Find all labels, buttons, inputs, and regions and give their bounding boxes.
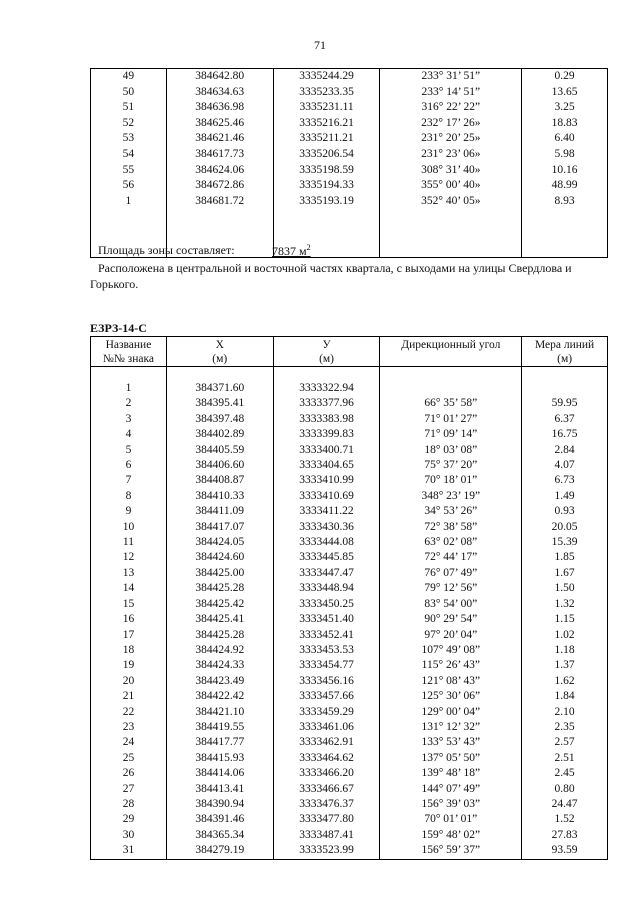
cell-angle: 139° 48’ 18” (380, 766, 522, 781)
cell-x: 384413.41 (166, 782, 273, 797)
table-row (91, 705, 608, 720)
cell-y: 3333456.16 (273, 674, 380, 689)
cell-y: 3335244.29 (273, 69, 380, 85)
cell-length: 2.57 (522, 735, 608, 750)
table-row (91, 458, 608, 473)
cell-x: 384425.42 (166, 597, 273, 612)
zone-coordinates-table (90, 336, 608, 860)
cell-number: 27 (91, 782, 167, 797)
cell-x: 384411.09 (166, 504, 273, 519)
cell-x: 384672.86 (166, 178, 273, 194)
cell-y: 3335231.11 (273, 100, 380, 116)
cell-x: 384425.28 (166, 581, 273, 596)
cell-y: 3333477.80 (273, 812, 380, 827)
cell-x: 384424.33 (166, 658, 273, 673)
table-row (91, 735, 608, 750)
cell-x: 384417.77 (166, 735, 273, 750)
cell-y: 3333444.08 (273, 535, 380, 550)
cell-angle: 66° 35’ 58” (380, 396, 522, 411)
cell-angle: 125° 30’ 06” (380, 689, 522, 704)
cell-y: 3333399.83 (273, 427, 380, 442)
cell-x: 384402.89 (166, 427, 273, 442)
cell-angle: 90° 29’ 54” (380, 612, 522, 627)
cell-x: 384408.87 (166, 473, 273, 488)
cell-angle: 348° 23’ 19” (380, 489, 522, 504)
cell-y: 3333451.40 (273, 612, 380, 627)
table-header-row (91, 337, 608, 367)
table-row (91, 520, 608, 535)
cell-number: 2 (91, 396, 167, 411)
table-row (91, 535, 608, 550)
table-row (91, 566, 608, 581)
blank-cell (380, 367, 522, 382)
cell-number: 29 (91, 812, 167, 827)
cell-y: 3333400.71 (273, 443, 380, 458)
table-row (91, 581, 608, 596)
cell-angle: 156° 39’ 03” (380, 797, 522, 812)
cell-number: 1 (91, 381, 167, 396)
cell-angle: 131° 12’ 32” (380, 720, 522, 735)
table-row (91, 427, 608, 442)
cell-number: 7 (91, 473, 167, 488)
cell-number: 21 (91, 689, 167, 704)
cell-number: 51 (91, 100, 167, 116)
cell-y: 3333411.22 (273, 504, 380, 519)
table-row (91, 194, 608, 210)
cell-length: 2.35 (522, 720, 608, 735)
table-row (91, 489, 608, 504)
cell-y: 3333453.53 (273, 643, 380, 658)
cell-length: 24.47 (522, 797, 608, 812)
table-row (91, 797, 608, 812)
cell-number: 53 (91, 131, 167, 147)
cell-angle: 76° 07’ 49” (380, 566, 522, 581)
table-row (91, 751, 608, 766)
cell-number: 3 (91, 412, 167, 427)
cell-angle: 70° 18’ 01” (380, 473, 522, 488)
cell-length: 2.84 (522, 443, 608, 458)
cell-x: 384424.60 (166, 550, 273, 565)
cell-x: 384422.42 (166, 689, 273, 704)
table-row (91, 69, 608, 85)
cell-length: 2.45 (522, 766, 608, 781)
cell-y: 3333464.62 (273, 751, 380, 766)
blank-cell (380, 209, 522, 258)
area-line (98, 243, 311, 258)
cell-number: 23 (91, 720, 167, 735)
cell-length: 1.32 (522, 597, 608, 612)
cell-length: 3.25 (522, 100, 608, 116)
cell-number: 9 (91, 504, 167, 519)
cell-angle: 71° 01’ 27” (380, 412, 522, 427)
cell-length: 6.37 (522, 412, 608, 427)
cell-number: 4 (91, 427, 167, 442)
cell-length: 48.99 (522, 178, 608, 194)
cell-y: 3333450.25 (273, 597, 380, 612)
cell-number: 55 (91, 163, 167, 179)
table-row (91, 720, 608, 735)
cell-angle: 355° 00’ 40» (380, 178, 522, 194)
zone-title: ЕЗРЗ-14-С (90, 321, 147, 335)
blank-cell (91, 367, 167, 382)
table-row (91, 473, 608, 488)
cell-number: 6 (91, 458, 167, 473)
cell-angle: 107° 49’ 08” (380, 643, 522, 658)
cell-length: 10.16 (522, 163, 608, 179)
cell-y: 3333383.98 (273, 412, 380, 427)
cell-angle: 133° 53’ 43” (380, 735, 522, 750)
table-row (91, 658, 608, 673)
cell-angle: 159° 48’ 02” (380, 828, 522, 843)
cell-x: 384279.19 (166, 843, 273, 859)
cell-number: 30 (91, 828, 167, 843)
cell-number: 5 (91, 443, 167, 458)
cell-number: 50 (91, 85, 167, 101)
cell-length: 2.51 (522, 751, 608, 766)
header-angle: Дирекционный угол (380, 337, 522, 367)
cell-length: 1.85 (522, 550, 608, 565)
cell-angle: 121° 08’ 43” (380, 674, 522, 689)
cell-x: 384625.46 (166, 116, 273, 132)
cell-x: 384617.73 (166, 147, 273, 163)
table-row (91, 612, 608, 627)
cell-y: 3335198.59 (273, 163, 380, 179)
cell-length: 0.93 (522, 504, 608, 519)
cell-x: 384371.60 (166, 381, 273, 396)
cell-x: 384634.63 (166, 85, 273, 101)
cell-number: 17 (91, 628, 167, 643)
cell-angle: 232° 17’ 26» (380, 116, 522, 132)
cell-number: 16 (91, 612, 167, 627)
table-row (91, 782, 608, 797)
cell-y: 3333454.77 (273, 658, 380, 673)
cell-y: 3333459.29 (273, 705, 380, 720)
cell-number: 54 (91, 147, 167, 163)
cell-number: 24 (91, 735, 167, 750)
table-row (91, 643, 608, 658)
cell-length: 59.95 (522, 396, 608, 411)
blank-cell (522, 209, 608, 258)
table-row (91, 843, 608, 859)
cell-length: 0.80 (522, 782, 608, 797)
cell-x: 384415.93 (166, 751, 273, 766)
cell-number: 28 (91, 797, 167, 812)
cell-length: 13.65 (522, 85, 608, 101)
continued-coordinates-table (90, 68, 608, 258)
cell-y: 3333377.96 (273, 396, 380, 411)
cell-angle: 72° 38’ 58” (380, 520, 522, 535)
table-row (91, 828, 608, 843)
cell-length: 4.07 (522, 458, 608, 473)
blank-cell (522, 367, 608, 382)
cell-x: 384390.94 (166, 797, 273, 812)
table-row (91, 597, 608, 612)
cell-angle: 18° 03’ 08” (380, 443, 522, 458)
cell-length: 27.83 (522, 828, 608, 843)
table-row (91, 766, 608, 781)
cell-length: 2.10 (522, 705, 608, 720)
cell-angle: 233° 31’ 51” (380, 69, 522, 85)
cell-number: 56 (91, 178, 167, 194)
cell-number: 13 (91, 566, 167, 581)
cell-length: 1.52 (522, 812, 608, 827)
cell-angle: 71° 09’ 14” (380, 427, 522, 442)
cell-x: 384414.06 (166, 766, 273, 781)
cell-x: 384423.49 (166, 674, 273, 689)
cell-number: 15 (91, 597, 167, 612)
cell-y: 3333410.99 (273, 473, 380, 488)
cell-y: 3333461.06 (273, 720, 380, 735)
cell-x: 384419.55 (166, 720, 273, 735)
cell-length: 1.84 (522, 689, 608, 704)
cell-angle: 231° 20’ 25» (380, 131, 522, 147)
header-length: Мера линий (м) (522, 337, 608, 367)
area-value: 7837 $м^2$ (272, 243, 311, 258)
cell-angle: 233° 14’ 51” (380, 85, 522, 101)
cell-y: 3333404.65 (273, 458, 380, 473)
cell-y: 3333476.37 (273, 797, 380, 812)
header-y: У (м) (273, 337, 380, 367)
cell-angle: 316° 22’ 22” (380, 100, 522, 116)
cell-y: 3333462.91 (273, 735, 380, 750)
cell-y: 3333466.67 (273, 782, 380, 797)
cell-angle: 63° 02’ 08” (380, 535, 522, 550)
cell-number: 19 (91, 658, 167, 673)
cell-y: 3333466.20 (273, 766, 380, 781)
cell-length: 20.05 (522, 520, 608, 535)
cell-y: 3333452.41 (273, 628, 380, 643)
table-row (91, 131, 608, 147)
cell-length: 93.59 (522, 843, 608, 859)
cell-length: 18.83 (522, 116, 608, 132)
table-row (91, 163, 608, 179)
cell-y: 3333487.41 (273, 828, 380, 843)
cell-y: 3333447.47 (273, 566, 380, 581)
cell-angle: 137° 05’ 50” (380, 751, 522, 766)
cell-length: 5.98 (522, 147, 608, 163)
cell-length: 1.49 (522, 489, 608, 504)
cell-angle: 308° 31’ 40» (380, 163, 522, 179)
cell-y: 3333430.36 (273, 520, 380, 535)
cell-number: 11 (91, 535, 167, 550)
cell-y: 3333457.66 (273, 689, 380, 704)
cell-length (522, 381, 608, 396)
cell-angle: 231° 23’ 06» (380, 147, 522, 163)
cell-length: 1.15 (522, 612, 608, 627)
cell-x: 384410.33 (166, 489, 273, 504)
cell-number: 18 (91, 643, 167, 658)
cell-length: 1.62 (522, 674, 608, 689)
cell-angle: 144° 07’ 49” (380, 782, 522, 797)
table-row (91, 147, 608, 163)
cell-x: 384636.98 (166, 100, 273, 116)
cell-x: 384395.41 (166, 396, 273, 411)
cell-angle: 352° 40’ 05» (380, 194, 522, 210)
table-row (91, 178, 608, 194)
cell-x: 384624.06 (166, 163, 273, 179)
cell-y: 3333523.99 (273, 843, 380, 859)
cell-length: 1.18 (522, 643, 608, 658)
cell-x: 384681.72 (166, 194, 273, 210)
cell-angle: 72° 44’ 17” (380, 550, 522, 565)
cell-angle: 79° 12’ 56” (380, 581, 522, 596)
table-row (91, 100, 608, 116)
cell-angle: 83° 54’ 00” (380, 597, 522, 612)
blank-cell (273, 367, 380, 382)
cell-angle: 97° 20’ 04” (380, 628, 522, 643)
table-row (91, 504, 608, 519)
header-name: Название №№ знака (91, 337, 167, 367)
table-row (91, 381, 608, 396)
table-row (91, 674, 608, 689)
cell-y: 3335193.19 (273, 194, 380, 210)
cell-angle: 34° 53’ 26” (380, 504, 522, 519)
blank-cell (166, 367, 273, 382)
cell-angle: 70° 01’ 01” (380, 812, 522, 827)
table-row (91, 116, 608, 132)
cell-x: 384621.46 (166, 131, 273, 147)
cell-x: 384424.05 (166, 535, 273, 550)
cell-number: 14 (91, 581, 167, 596)
cell-x: 384425.28 (166, 628, 273, 643)
table-row (91, 689, 608, 704)
cell-x: 384425.00 (166, 566, 273, 581)
table-row (91, 85, 608, 101)
cell-length: 8.93 (522, 194, 608, 210)
cell-length: 0.29 (522, 69, 608, 85)
cell-x: 384391.46 (166, 812, 273, 827)
cell-y: 3335194.33 (273, 178, 380, 194)
cell-x: 384424.92 (166, 643, 273, 658)
table-row (91, 628, 608, 643)
cell-number: 25 (91, 751, 167, 766)
cell-angle: 115° 26’ 43” (380, 658, 522, 673)
cell-y: 3333445.85 (273, 550, 380, 565)
cell-x: 384406.60 (166, 458, 273, 473)
cell-angle (380, 381, 522, 396)
cell-length: 1.37 (522, 658, 608, 673)
cell-x: 384397.48 (166, 412, 273, 427)
table-row (91, 396, 608, 411)
cell-y: 3335216.21 (273, 116, 380, 132)
cell-y: 3335206.54 (273, 147, 380, 163)
cell-length: 1.67 (522, 566, 608, 581)
cell-number: 22 (91, 705, 167, 720)
cell-number: 12 (91, 550, 167, 565)
cell-x: 384425.41 (166, 612, 273, 627)
cell-length: 1.02 (522, 628, 608, 643)
cell-y: 3335233.35 (273, 85, 380, 101)
cell-number: 1 (91, 194, 167, 210)
cell-y: 3333410.69 (273, 489, 380, 504)
cell-number: 31 (91, 843, 167, 859)
cell-angle: 156° 59’ 37” (380, 843, 522, 859)
cell-x: 384642.80 (166, 69, 273, 85)
cell-length: 15.39 (522, 535, 608, 550)
table-row (91, 412, 608, 427)
cell-x: 384417.07 (166, 520, 273, 535)
cell-y: 3335211.21 (273, 131, 380, 147)
cell-angle: 129° 00’ 04” (380, 705, 522, 720)
table-row (91, 812, 608, 827)
cell-number: 20 (91, 674, 167, 689)
cell-length: 6.40 (522, 131, 608, 147)
cell-number: 10 (91, 520, 167, 535)
cell-angle: 75° 37’ 20” (380, 458, 522, 473)
cell-length: 1.50 (522, 581, 608, 596)
blank-row (91, 367, 608, 382)
cell-number: 26 (91, 766, 167, 781)
page-number: 71 (314, 38, 326, 52)
cell-length: 16.75 (522, 427, 608, 442)
cell-x: 384421.10 (166, 705, 273, 720)
cell-length: 6.73 (522, 473, 608, 488)
table-row (91, 550, 608, 565)
table-row (91, 443, 608, 458)
cell-number: 8 (91, 489, 167, 504)
area-label: Площадь зоны составляет: (98, 243, 235, 257)
header-x: Х (м) (166, 337, 273, 367)
cell-number: 49 (91, 69, 167, 85)
location-text: Расположена в центральной и восточной частях квартала, с выходами на улицы Свердлова и Горького. (90, 261, 572, 291)
cell-y: 3333322.94 (273, 381, 380, 396)
cell-x: 384405.59 (166, 443, 273, 458)
cell-y: 3333448.94 (273, 581, 380, 596)
cell-number: 52 (91, 116, 167, 132)
cell-x: 384365.34 (166, 828, 273, 843)
